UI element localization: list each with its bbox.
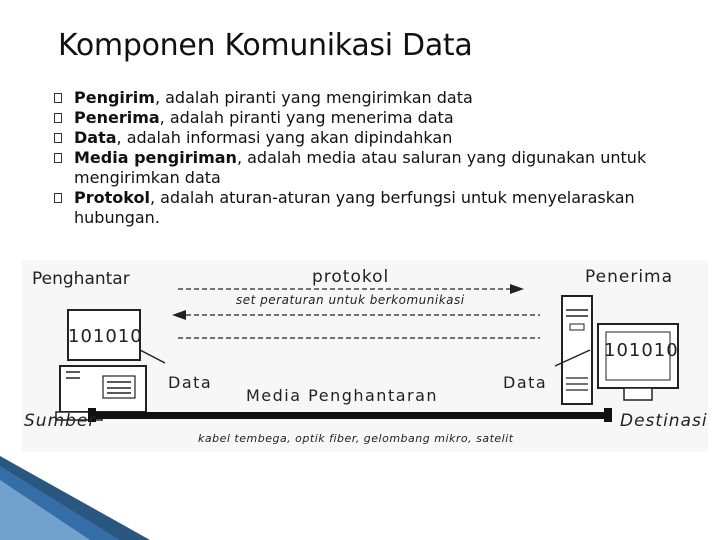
bullet-desc: , adalah aturan-aturan yang berfungsi untuk menyelaraskan hubungan. [74,188,635,227]
bullet-desc: , adalah media atau saluran yang digunakan untuk mengirimkan data [74,148,647,187]
bullet-box-icon [54,153,62,163]
communication-diagram [0,258,720,540]
protocol-label: protokol [312,267,390,287]
bullet-desc: , adalah informasi yang akan dipindahkan [116,128,453,147]
sender-label: Penghantar [32,269,130,289]
bullet-desc: , adalah piranti yang mengirimkan data [154,88,473,107]
bullet-term: Protokol [74,188,150,207]
receiver-label: Penerima [585,267,674,287]
sender-data-bits: 101010 [68,326,143,347]
receiver-monitor-icon [598,324,678,400]
bullet-penerima [52,108,712,128]
bullet-protokol [52,188,712,228]
media-examples: kabel tembega, optik fiber, gelombang mikro, satelit [198,432,514,445]
receiver-data-bits: 101010 [604,340,679,361]
media-label: Media Penghantaran [246,386,439,405]
data-label-right: Data [503,373,548,392]
media-end-right [604,408,612,422]
destination-label: Destinasi [620,411,708,431]
bullet-term: Penerima [74,108,160,127]
bullet-desc: , adalah piranti yang menerima data [159,108,454,127]
bullet-box-icon [54,93,62,103]
bullet-term: Data [74,128,117,147]
data-label-left: Data [168,373,213,392]
bullet-list [52,88,712,228]
bullet-term: Pengirim [74,88,155,107]
bullet-media [52,148,712,188]
bullet-pengirim [52,88,712,108]
bullet-box-icon [54,133,62,143]
bullet-box-icon [54,113,62,123]
bullet-term: Media pengiriman [74,148,237,167]
media-line [94,412,608,419]
receiver-server-icon [562,296,592,404]
bullet-data [52,128,712,148]
source-label: Sumber [24,411,97,431]
bullet-box-icon [54,193,62,203]
corner-decoration [0,456,150,540]
slide-title: Komponen Komunikasi Data [58,28,473,63]
protocol-caption: set peraturan untuk berkomunikasi [236,293,465,307]
